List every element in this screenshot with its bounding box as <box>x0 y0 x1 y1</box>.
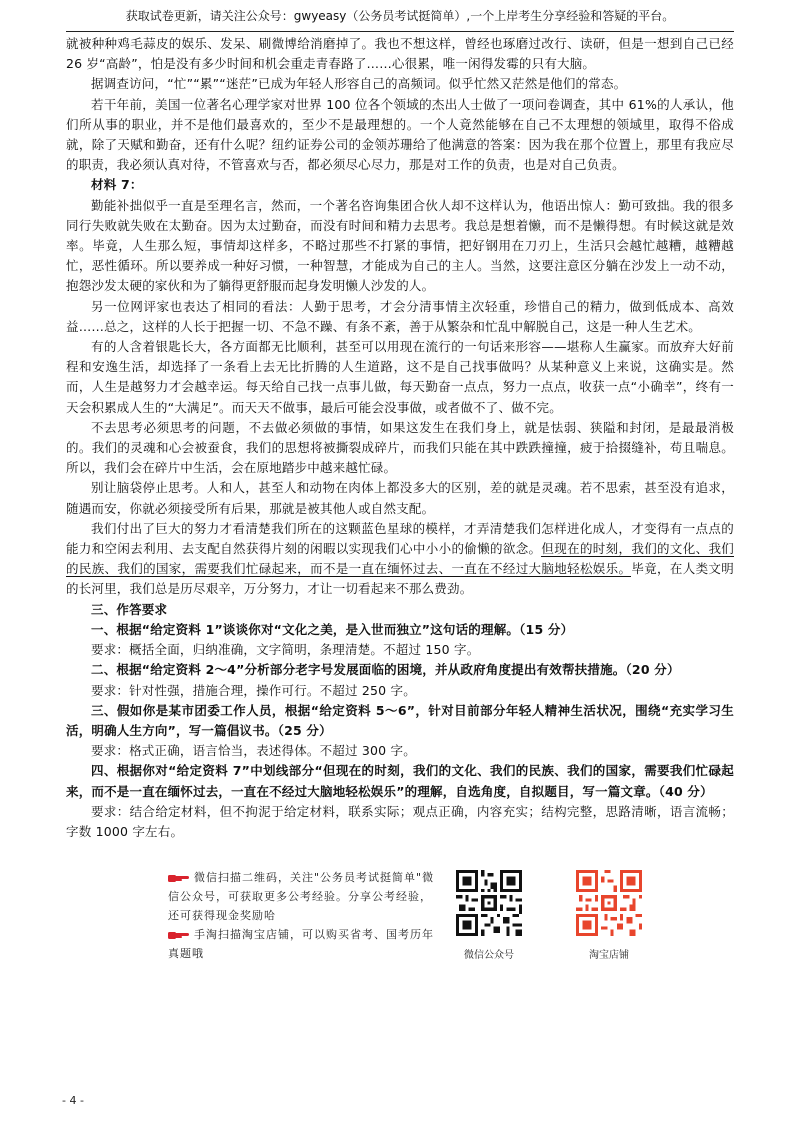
paragraph-part: 我们付出了巨大的努力才看清楚我们所在的这颗蓝色星球的模样，才弄清楚我们怎样进化成人，才变得有一点点的能力和空闲去利用、去支配自然获得片刻的闲暇以实现我们心中小小的偷懒的欲念。 <box>66 520 734 557</box>
question-4: 四、根据你对“给定资料 7”中划线部分“但现在的时刻，我们的文化、我们的民族、我们的国家，需要我们忙碌起来，而不是一直在缅怀过去，一直在不经过大脑地轻松娱乐”的理解，自选角度，自拟题目，写一篇文章。（40 分） <box>66 763 734 799</box>
pointing-hand-icon <box>168 873 190 883</box>
page-number: - 4 - <box>62 1094 84 1107</box>
document-body <box>66 34 734 842</box>
paragraph: 不去思考必须思考的问题，不去做必须做的事情，如果这发生在我们身上，就是怯弱、狭隘和封闭，是最最消极的。我们的灵魂和心会被蚕食，我们的思想将被撕裂成碎片，而我们只能在其中跌跌撞撞，疲于拾掇缝补，苟且喘息。所以，我们会在碎片中生活，会在原地踏步中越来越忙碌。 <box>66 419 734 476</box>
header-divider <box>66 31 734 32</box>
paragraph: 若干年前，美国一位著名心理学家对世界 100 位各个领域的杰出人士做了一项问卷调查，其中 61%的人承认，他们所从事的职业，并不是他们最喜欢的，至少不是最理想的。一个人竟然能够在自己不太理想的领域里，取得不俗成就，除了天赋和勤奋，还有什么呢？纽约证券公司的金领苏珊给了他满意的答案：因为我在那个位置上，那里有我应尽的职责，我必须认真对待，不管喜欢与否，都必须尽心尽力，那是对工作的负责，也是对自己负责。 <box>66 96 734 173</box>
underlined-passage: 但现在的时刻，我们的文化、我们的民族、我们的国家，需要我们忙碌起来，而不是一直在缅怀过去、一直在不经过大脑地轻松娱乐。 <box>66 541 734 577</box>
paragraph: 别让脑袋停止思考。人和人，甚至人和动物在肉体上都没多大的区别，差的就是灵魂。若不思索，甚至没有追求，随遇而安，你就必须接受所有后果，那就是被其他人或自然支配。 <box>66 480 734 516</box>
paragraph: 据调查访问，“忙”“累”“迷茫”已成为年轻人形容自己的高频词。似乎忙然又茫然是他们的常态。 <box>91 76 627 92</box>
requirement-1: 要求：概括全面，归纳准确，文字简明，条理清楚。不超过 150 字。 <box>91 642 480 658</box>
wechat-qr[interactable] <box>454 870 524 961</box>
question-1: 一、根据“给定资料 1”谈谈你对“文化之美，是入世而独立”这句话的理解。（15 分） <box>91 621 574 637</box>
wechat-qr-caption: 微信公众号 <box>464 950 514 961</box>
paragraph: 另一位网评家也表达了相同的看法：人勤于思考，才会分清事情主次轻重，珍惜自己的精力，做到低成本、高效益……总之，这样的人长于把握一切、不急不躁、有条不紊，善于从繁杂和忙乱中解脱自己，这是一种人生艺术。 <box>66 298 734 334</box>
promo-text <box>168 868 438 963</box>
paragraph-with-underline <box>66 519 734 600</box>
section-title: 三、作答要求 <box>91 601 168 617</box>
question-2: 二、根据“给定资料 2～4”分析部分老字号发展面临的困境，并从政府角度提出有效帮扶措施。（20 分） <box>91 662 680 678</box>
page-header <box>0 0 800 32</box>
promo-line-wechat <box>168 868 438 925</box>
taobao-qr-code-icon <box>576 870 642 936</box>
requirement-3: 要求：格式正确，语言恰当，表述得体。不超过 300 字。 <box>91 743 416 759</box>
requirement-2: 要求：针对性强，措施合理，操作可行。不超过 250 字。 <box>91 682 416 698</box>
promo-taobao-text: 手淘扫描淘宝店铺，可以购买省考、国考历年真题哦 <box>168 928 434 960</box>
promo-line-taobao <box>168 925 438 963</box>
question-3: 三、假如你是某市团委工作人员，根据“给定资料 5～6”，针对目前部分年轻人精神生活状况，围绕“充实学习生活，明确人生方向”，写一篇倡议书。（25 分） <box>66 702 734 738</box>
material-7-heading: 材料 7： <box>91 177 143 193</box>
paragraph: 就被种种鸡毛蒜皮的娱乐、发呆、刷微博给消磨掉了。我也不想这样，曾经也琢磨过改行、读研，但是一想到自己已经 26 岁“高龄”，怕是没有多少时间和机会重走青春路了……心很累，唯一闲得发霉的只有大脑。 <box>66 36 734 72</box>
taobao-qr[interactable] <box>574 870 644 961</box>
paragraph: 勤能补拙似乎一直是至理名言，然而，一个著名咨询集团合伙人却不这样认为，他语出惊人：勤可致拙。我的很多同行失败就失败在太勤奋。因为太过勤奋，而没有时间和精力去思考。我总是想着懒，而不是懒得想。有时候这就是效率。毕竟，人生那么短，事情却这样多，不略过那些不打紧的事情，把好钢用在刀刃上，生活只会越忙越糟，越糟越忙，恶性循环。所以要养成一种好习惯，一种智慧，才能成为自己的主人。当然，这要注意区分躺在沙发上一动不动，抱怨沙发太硬的家伙和为了躺得更舒服而起身发明懒人沙发的人。 <box>66 197 734 294</box>
promo-wechat-text: 微信扫描二维码，关注"公务员考试挺简单"微信公众号，可获取更多公考经验。分享公考经验，还可获得现金奖励哈 <box>168 871 435 922</box>
header-text: 获取试卷更新，请关注公众号：gwyeasy（公务员考试挺简单）,一个上岸考生分享经验和答疑的平台。 <box>125 9 675 23</box>
taobao-qr-caption: 淘宝店铺 <box>589 950 629 961</box>
requirement-4: 要求：结合给定材料，但不拘泥于给定材料，联系实际；观点正确，内容充实；结构完整，思路清晰，语言流畅；字数 1000 字左右。 <box>66 803 734 839</box>
promo-block <box>168 868 648 968</box>
wechat-qr-code-icon <box>456 870 522 936</box>
paragraph: 有的人含着银匙长大，各方面都无比顺利，甚至可以用现在流行的一句话来形容——堪称人生赢家。而放弃大好前程和安逸生活，却选择了一条看上去无比折腾的人生道路，这不是自己找事做吗？从某种意义上来说，这确实是。然而，人生是越努力才会越幸运。每天给自己找一点事儿做，每天勤奋一点点，努力一点点，收获一点“小确幸”，终有一天会积累成人生的“大满足”。而天天不做事，最后可能会没事做，或者做不了、做不完。 <box>66 339 734 415</box>
paragraph-part: 毕竟，在人类文明的长河里，我们总是历尽艰辛，万分努力，才让一切看起来不那么费劲。 <box>66 561 734 597</box>
pointing-hand-icon <box>168 930 190 940</box>
